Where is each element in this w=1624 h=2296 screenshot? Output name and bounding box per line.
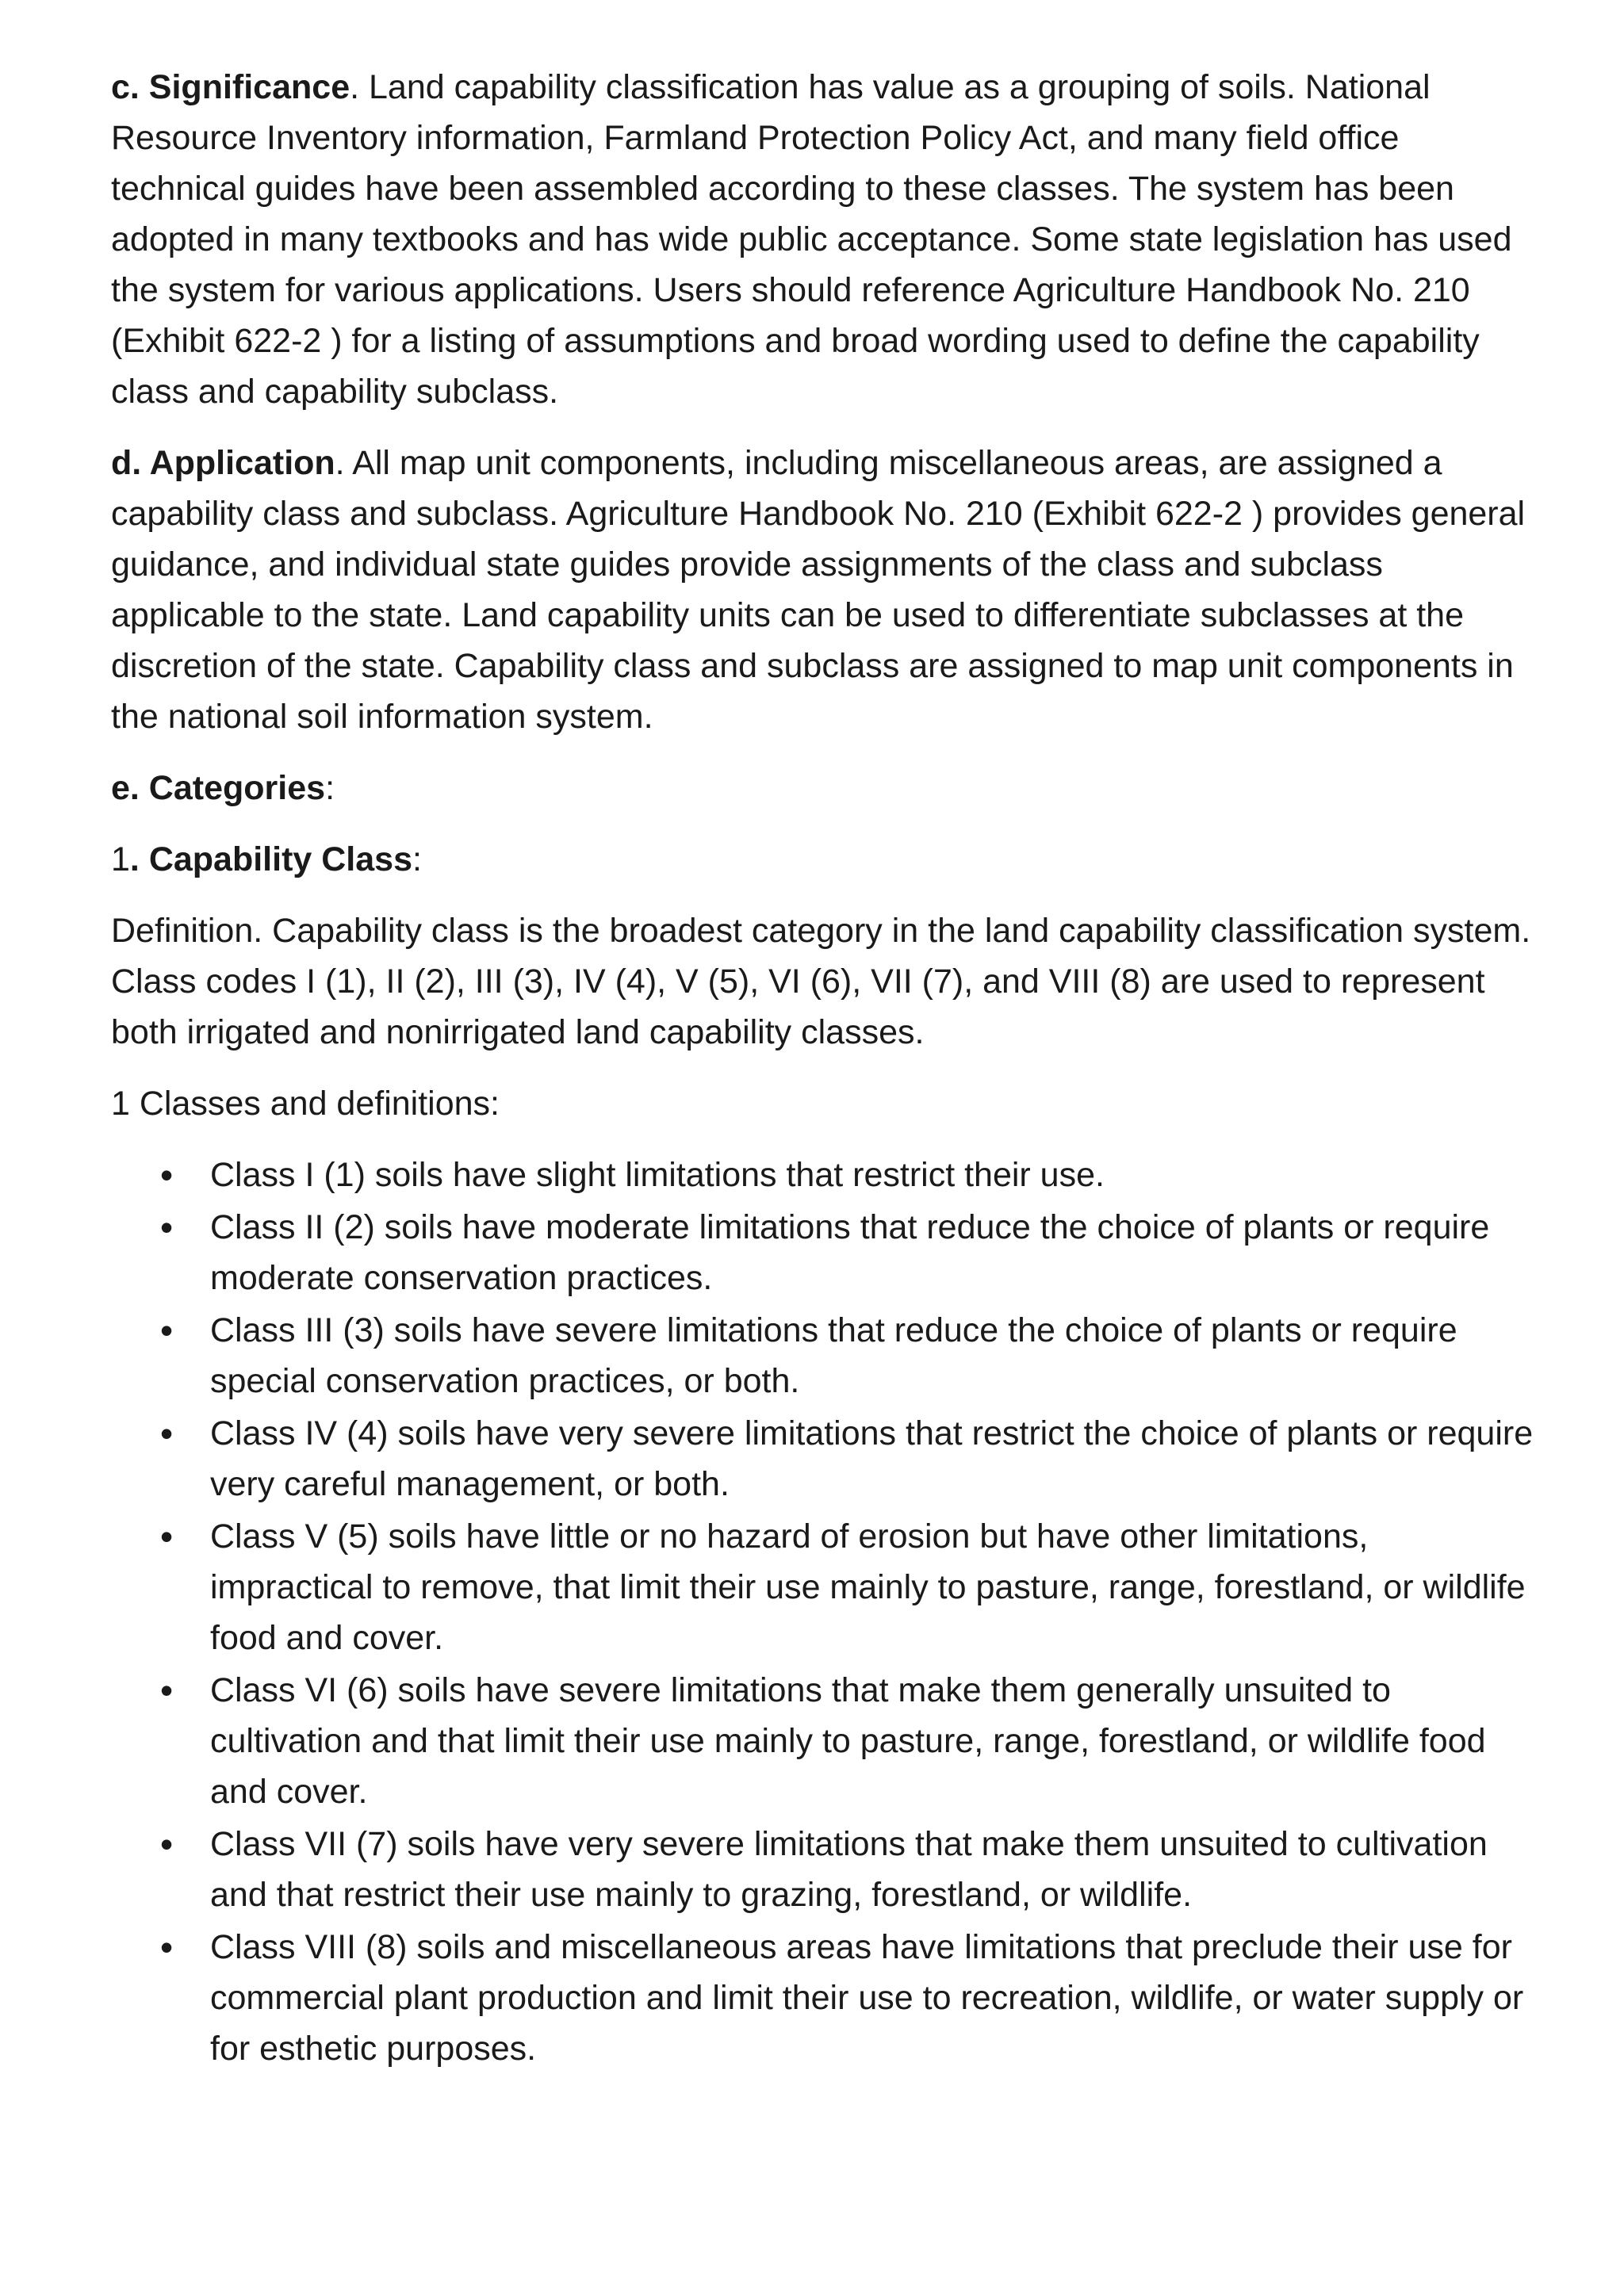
classes-list (111, 1150, 1538, 2074)
document-page (111, 62, 1538, 2076)
list-item: • Class I (1) soils have slight limitations that restrict their use. (111, 1150, 1538, 1200)
capability-class-label: . Capability Class (129, 840, 412, 878)
categories-heading (111, 763, 1538, 813)
categories-suffix: : (325, 769, 335, 807)
application-paragraph (111, 438, 1538, 742)
significance-text: . Land capability classification has value as a grouping of soils. National Resource Inventory information, Farmland Protection Policy Act, and many field office technical guides have been assembled according to these classes. The system has been adopted in many textbooks and has wide public acceptance. Some state legislation has used the system for various applications. Users should reference Agriculture Handbook No. 210 (Exhibit 622-2 ) for a listing of assumptions and broad wording used to define the capability class and capability subclass. (111, 68, 1512, 411)
application-label: d. Application (111, 444, 335, 482)
classes-heading: 1 Classes and definitions: (111, 1085, 500, 1123)
significance-paragraph (111, 62, 1538, 417)
list-item: • Class IV (4) soils have very severe limitations that restrict the choice of plants or require very careful management, or both. (111, 1408, 1538, 1510)
significance-label: c. Significance (111, 68, 350, 106)
application-text: . All map unit components, including miscellaneous areas, are assigned a capability class and subclass. Agriculture Handbook No. 210 (Exhibit 622-2 ) provides general guidance, and individual state guides provide assignments of the class and subclass applicable to the state. Land capability units can be used to differentiate subclasses at the discretion of the state. Capability class and subclass are assigned to map unit components in the national soil information system. (111, 444, 1526, 736)
capability-class-number: 1 (111, 840, 130, 878)
list-item: • Class VIII (8) soils and miscellaneous areas have limitations that preclude their use for commercial plant production and limit their use to recreation, wildlife, or water supply or for esthetic purposes. (111, 1922, 1538, 2074)
list-item: • Class VI (6) soils have severe limitations that make them generally unsuited to cultivation and that limit their use mainly to pasture, range, forestland, or wildlife food and cover. (111, 1665, 1538, 1817)
list-item: • Class III (3) soils have severe limitations that reduce the choice of plants or require special conservation practices, or both. (111, 1305, 1538, 1406)
categories-label: e. Categories (111, 769, 326, 807)
list-item: • Class II (2) soils have moderate limitations that reduce the choice of plants or require moderate conservation practices. (111, 1202, 1538, 1303)
capability-class-heading (111, 834, 1538, 885)
definition-paragraph: Definition. Capability class is the broadest category in the land capability classification system. Class codes I (1), II (2), III (3), IV (4), V (5), VI (6), VII (7), and VIII (8) are used to represent both irrigated and nonirrigated land capability classes. (111, 912, 1531, 1051)
list-item: • Class V (5) soils have little or no hazard of erosion but have other limitations, impractical to remove, that limit their use mainly to pasture, range, forestland, or wildlife food and cover. (111, 1511, 1538, 1663)
list-item: • Class VII (7) soils have very severe limitations that make them unsuited to cultivation and that restrict their use mainly to grazing, forestland, or wildlife. (111, 1819, 1538, 1920)
capability-class-suffix: : (412, 840, 422, 878)
